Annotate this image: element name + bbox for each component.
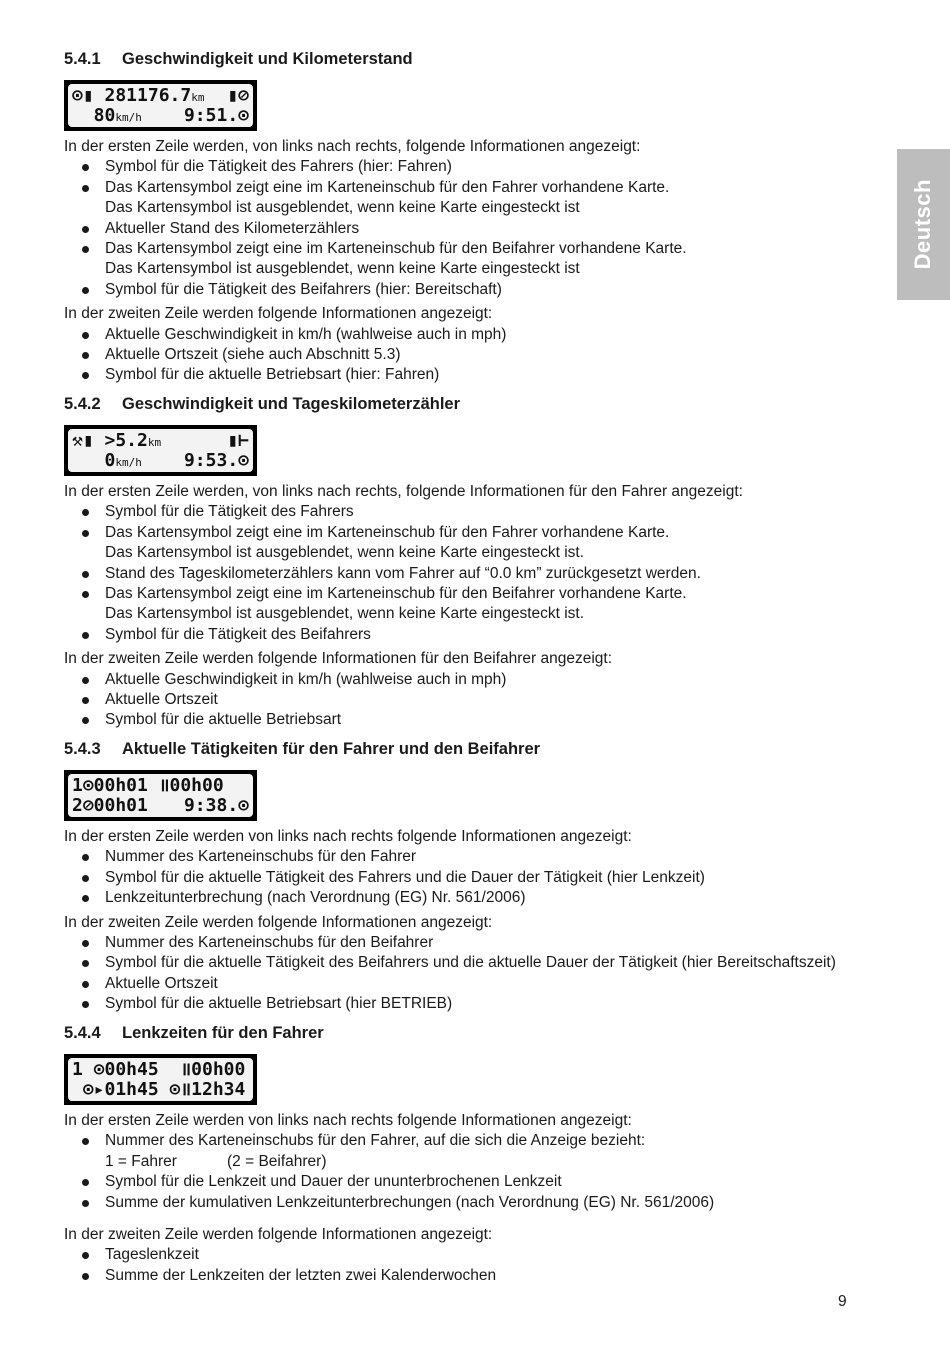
section-heading [64, 48, 884, 70]
section-5-4-2 [64, 393, 884, 735]
tachograph-display [64, 770, 257, 821]
first-row-list [64, 502, 884, 645]
list-item: Symbol für die Tätigkeit des Beifahrers [64, 625, 884, 645]
display-row1-unit: km [147, 436, 162, 449]
section-title: Geschwindigkeit und Kilometerstand [122, 50, 413, 68]
section-5-4-4 [64, 1022, 884, 1290]
display-row2-unit: km/h [115, 111, 142, 124]
intro-first-row: In der ersten Zeile werden, von links nach rechts, folgende Informationen angezeigt: [64, 138, 641, 155]
list-item: Nummer des Karteneinschubs für den Beifahrer [64, 933, 884, 953]
display-row2-right: 9:38.⊙ [183, 795, 249, 816]
display-row1-unit: km [191, 91, 205, 104]
intro-second-row: In der zweiten Zeile werden folgende Informationen angezeigt: [64, 1226, 493, 1244]
list-item: Symbol für die aktuelle Betriebsart [64, 710, 884, 730]
display-row1-right: ▮⊘ [227, 85, 249, 106]
intro-first-row: In der ersten Zeile werden von links nach rechts folgende Informationen angezeigt: [64, 1112, 632, 1129]
display-row1-left: 1 ⊙00h45 ॥00h00 [72, 1059, 246, 1080]
section-5-4-1 [64, 48, 884, 390]
list-item: Symbol für die Lenkzeit und Dauer der ununterbrochenen Lenkzeit [64, 1172, 884, 1192]
intro-second-row: In der zweiten Zeile werden folgende Informationen für den Beifahrer angezeigt: [64, 650, 613, 668]
intro-second-row: In der zweiten Zeile werden folgende Informationen angezeigt: [64, 305, 493, 323]
section-title: Aktuelle Tätigkeiten für den Fahrer und den Beifahrer [122, 740, 541, 758]
display-row2-right: 9:53.⊙ [183, 450, 249, 471]
section-heading [64, 1022, 884, 1044]
list-item: Symbol für die aktuelle Betriebsart (hier BETRIEB) [64, 994, 884, 1014]
list-item: Symbol für die Tätigkeit des Fahrers (hier: Fahren) [64, 157, 884, 177]
slot-codriver-label: (2 = Beifahrer) [227, 1152, 327, 1170]
display-row1-right: ▮⊢ [227, 430, 249, 451]
list-item: Das Kartensymbol zeigt eine im Karteneinschub für den Fahrer vorhandene Karte. Das Kartensymbol ist ausgeblendet, wenn keine Karte eingesteckt ist [64, 178, 884, 219]
section-heading [64, 738, 884, 760]
first-row-list [64, 847, 884, 908]
list-item: Tageslenkzeit [64, 1245, 884, 1265]
list-item: Summe der kumulativen Lenkzeitunterbrechungen (nach Verordnung (EG) Nr. 561/2006) [64, 1193, 884, 1213]
list-item: Stand des Tageskilometerzählers kann vom Fahrer auf “0.0 km” zurückgesetzt werden. [64, 564, 884, 584]
list-item: Nummer des Karteneinschubs für den Fahrer [64, 847, 884, 867]
list-item: Symbol für die Tätigkeit des Beifahrers (hier: Bereitschaft) [64, 280, 884, 300]
list-item: Lenkzeitunterbrechung (nach Verordnung (EG) Nr. 561/2006) [64, 888, 884, 908]
list-item: Nummer des Karteneinschubs für den Fahrer, auf die sich die Anzeige bezieht: 1 = Fahrer (2 = Beifahrer) [64, 1131, 884, 1172]
list-item: Aktuelle Geschwindigkeit in km/h (wahlweise auch in mph) [64, 670, 884, 690]
list-item: Das Kartensymbol zeigt eine im Karteneinschub für den Beifahrer vorhandene Karte. Das Kartensymbol ist ausgeblendet, wenn keine Karte eingesteckt ist. [64, 584, 884, 625]
display-row1-left: ⊙▮ 281176.7 [72, 85, 192, 106]
list-item: Symbol für die aktuelle Betriebsart (hier: Fahren) [64, 365, 884, 385]
display-row2-left: 80 [72, 105, 116, 126]
page-number: 9 [838, 1293, 847, 1310]
section-5-4-3 [64, 738, 884, 1019]
tachograph-display [64, 425, 257, 476]
tachograph-display [64, 80, 257, 131]
section-title: Geschwindigkeit und Tageskilometerzähler [122, 395, 461, 413]
second-row-list [64, 325, 884, 386]
language-tab-label: Deutsch [910, 179, 936, 270]
section-title: Lenkzeiten für den Fahrer [122, 1024, 324, 1042]
section-number: 5.4.4 [64, 1024, 101, 1042]
slot-driver-label: 1 = Fahrer [105, 1152, 177, 1170]
second-row-list [64, 1245, 884, 1286]
intro-second-row: In der zweiten Zeile werden folgende Informationen angezeigt: [64, 913, 493, 931]
list-item: Das Kartensymbol zeigt eine im Karteneinschub für den Beifahrer vorhandene Karte. Das Kartensymbol ist ausgeblendet, wenn keine Karte eingesteckt ist [64, 239, 884, 280]
list-item: Symbol für die Tätigkeit des Fahrers [64, 502, 884, 522]
list-item: Aktuelle Ortszeit [64, 690, 884, 710]
language-tab [897, 149, 950, 300]
display-row1-left: 1⊙00h01 ॥00h00 [72, 775, 224, 796]
display-row2-left: ⊙▸01h45 ⊙॥12h34 [72, 1079, 246, 1100]
intro-first-row: In der ersten Zeile werden von links nach rechts folgende Informationen angezeigt: [64, 828, 632, 845]
tachograph-display [64, 1054, 257, 1105]
intro-first-row: In der ersten Zeile werden, von links nach rechts, folgende Informationen für den Fahrer angezeigt: [64, 483, 743, 500]
display-row1-left: ⚒▮ >5.2 [72, 430, 148, 451]
list-item: Das Kartensymbol zeigt eine im Karteneinschub für den Fahrer vorhandene Karte. Das Kartensymbol ist ausgeblendet, wenn keine Karte eingesteckt ist. [64, 523, 884, 564]
first-row-list [64, 1131, 884, 1213]
second-row-list [64, 670, 884, 731]
list-item: Summe der Lenkzeiten der letzten zwei Kalenderwochen [64, 1266, 884, 1286]
section-number: 5.4.1 [64, 50, 101, 68]
list-item: Symbol für die aktuelle Tätigkeit des Beifahrers und die aktuelle Dauer der Tätigkeit (hier Bereitschaftszeit) [64, 953, 884, 973]
display-row2-unit: km/h [115, 456, 142, 469]
display-row2-left: 0 [72, 450, 116, 471]
section-number: 5.4.2 [64, 395, 101, 413]
section-heading [64, 393, 884, 415]
display-row2-left: 2⊘00h01 [72, 795, 148, 816]
list-item: Aktuelle Ortszeit [64, 974, 884, 994]
display-row2-right: 9:51.⊙ [183, 105, 249, 126]
list-item: Aktueller Stand des Kilometerzählers [64, 219, 884, 239]
list-item: Aktuelle Ortszeit (siehe auch Abschnitt 5.3) [64, 345, 884, 365]
list-item: Symbol für die aktuelle Tätigkeit des Fahrers und die Dauer der Tätigkeit (hier Lenkzeit) [64, 868, 884, 888]
section-number: 5.4.3 [64, 740, 101, 758]
first-row-list [64, 157, 884, 300]
list-item: Aktuelle Geschwindigkeit in km/h (wahlweise auch in mph) [64, 325, 884, 345]
second-row-list [64, 933, 884, 1015]
